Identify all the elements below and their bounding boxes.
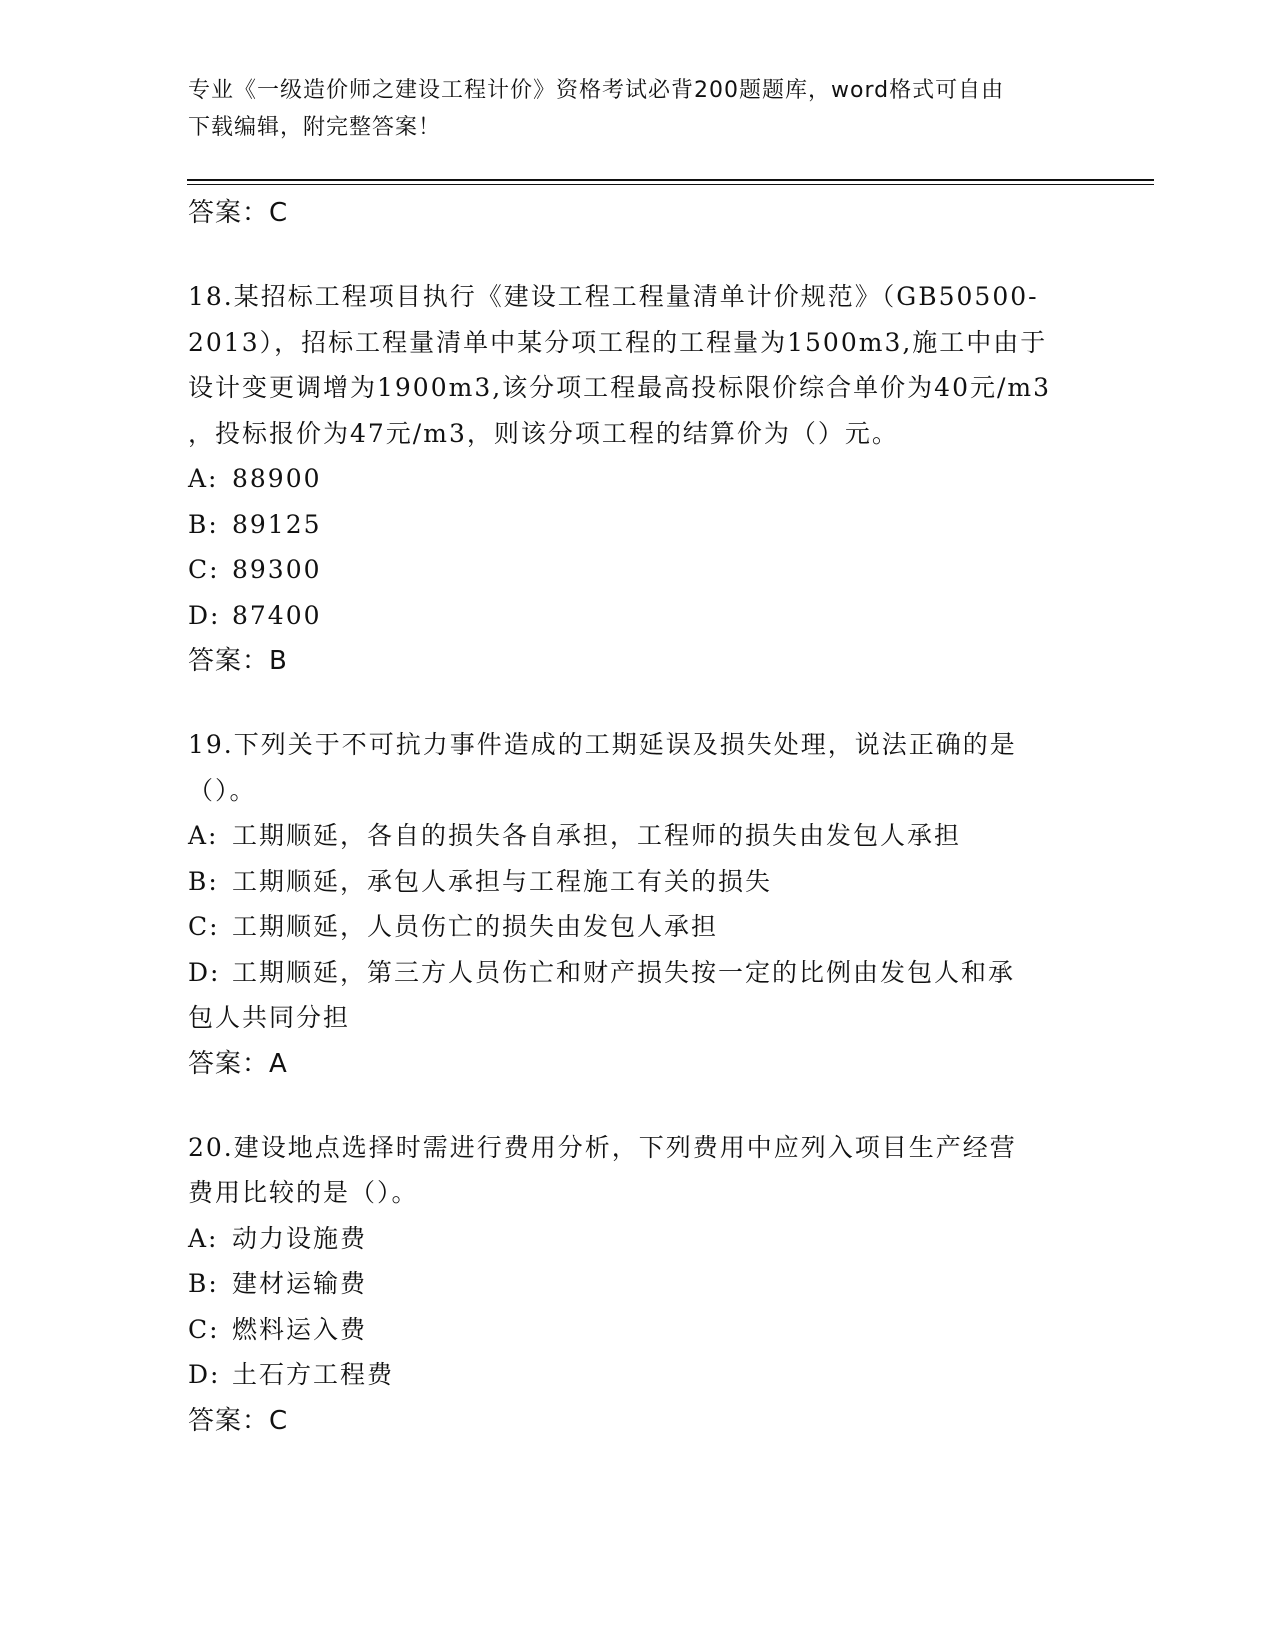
- option-letter: D:: [188, 600, 221, 630]
- question-stem: 19.下列关于不可抗力事件造成的工期延误及损失处理，说法正确的是 （）。: [188, 730, 1017, 805]
- option-d: [188, 593, 1088, 639]
- answer-line: 答案：C: [188, 1405, 289, 1436]
- option-text: 工期顺延，各自的损失各自承担，工程师的损失由发包人承担: [232, 821, 962, 850]
- option-letter: B:: [188, 866, 219, 896]
- option-text: 88900: [232, 464, 322, 493]
- option-a: [188, 1216, 1088, 1262]
- option-b: [188, 859, 1088, 905]
- option-text: 动力设施费: [232, 1223, 368, 1253]
- option-letter: B:: [188, 1269, 219, 1298]
- question-19: [188, 722, 1088, 1087]
- question-list: [188, 190, 1088, 1444]
- option-text: 土石方工程费: [232, 1360, 395, 1389]
- question-20: [188, 1125, 1088, 1444]
- option-letter: A:: [188, 1223, 219, 1253]
- option-letter: C:: [188, 1314, 220, 1344]
- option-text: 工期顺延，承包人承担与工程施工有关的损失: [232, 866, 773, 896]
- option-text: 工期顺延，第三方人员伤亡和财产损失按一定的比例由发包人和承 包人共同分担: [188, 957, 1016, 1032]
- question-stem: 18.某招标工程项目执行《建设工程工程量清单计价规范》（GB50500- 2013），招标工程量清单中某分项工程的工程量为1500m3,施工中由于 设计变更调增为1900m3,该分项工程最高投标限价综合单价为40元/m3 ，投标报价为47元/m3，则该分项工程的结算价为（）元。: [188, 282, 1052, 448]
- option-letter: A:: [188, 821, 219, 850]
- option-c: [188, 1307, 1088, 1353]
- option-d: [188, 1352, 1088, 1398]
- previous-answer: 答案：C: [188, 198, 289, 228]
- option-text: 89300: [232, 555, 322, 584]
- option-text: 87400: [232, 600, 322, 630]
- option-a: [188, 456, 1088, 502]
- option-letter: C:: [188, 555, 220, 584]
- option-b: [188, 502, 1088, 548]
- option-letter: A:: [188, 464, 219, 493]
- answer-line: 答案：B: [188, 646, 288, 676]
- option-c: [188, 904, 1088, 950]
- option-text: 89125: [232, 509, 322, 539]
- document-header: [188, 72, 1088, 146]
- option-text: 建材运输费: [232, 1269, 368, 1298]
- option-letter: D:: [188, 1360, 221, 1389]
- question-stem: 20.建设地点选择时需进行费用分析，下列费用中应列入项目生产经营 费用比较的是（）。: [188, 1132, 1017, 1207]
- question-18: [188, 274, 1088, 684]
- header-rule-thick: [187, 179, 1154, 181]
- option-letter: C:: [188, 912, 220, 941]
- option-d: [188, 950, 1088, 1041]
- header-text: 专业《一级造价师之建设工程计价》资格考试必背200题题库，word格式可自由 下载编辑，附完整答案！: [188, 78, 1005, 140]
- header-rule-thin: [187, 184, 1154, 185]
- option-b: [188, 1261, 1088, 1307]
- option-text: 燃料运入费: [232, 1314, 368, 1344]
- option-letter: B:: [188, 509, 219, 539]
- option-letter: D:: [188, 957, 221, 987]
- answer-line: 答案：A: [188, 1048, 288, 1079]
- option-c: [188, 547, 1088, 593]
- option-text: 工期顺延，人员伤亡的损失由发包人承担: [232, 912, 719, 941]
- option-a: [188, 813, 1088, 859]
